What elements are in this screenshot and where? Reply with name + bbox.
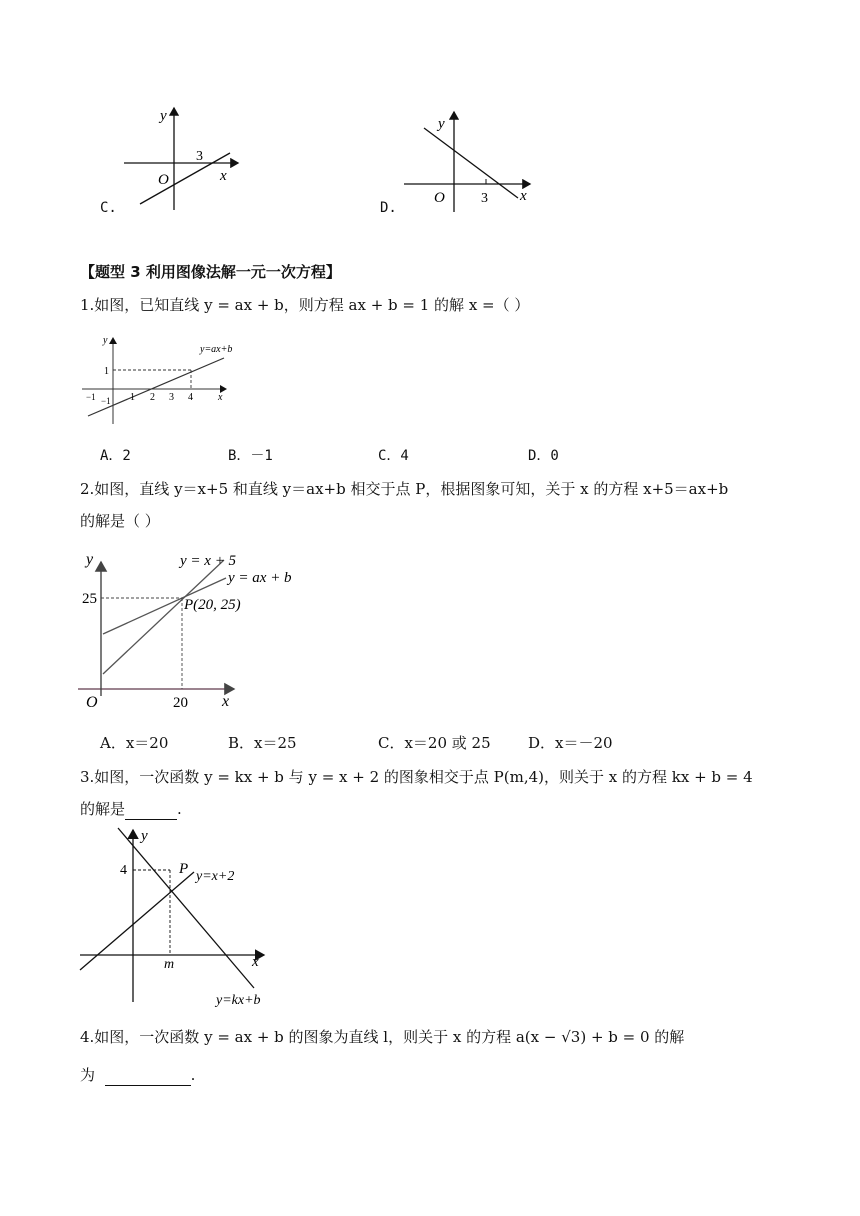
q1-graph	[78, 332, 258, 432]
tick-4: 4	[120, 863, 127, 878]
graph-option-d	[400, 108, 540, 218]
tick-x-3: 3	[169, 392, 174, 403]
q3-answer-blank[interactable]	[125, 803, 177, 820]
q2-option-c[interactable]: C．x＝20 或 25	[378, 734, 491, 752]
origin-label: O	[158, 172, 169, 188]
line-y-x-plus-5	[103, 560, 224, 674]
origin-label: O	[86, 694, 98, 711]
point-label-p: P(20, 25)	[184, 597, 241, 613]
line-y-kx-plus-b	[118, 828, 254, 988]
line-label-2: y=kx+b	[216, 993, 261, 1008]
q3-text-line2	[80, 798, 182, 820]
q4-text-line2	[80, 1064, 195, 1086]
graph-line	[424, 128, 518, 198]
option-d-label: D.	[380, 200, 397, 216]
axis-label-x: x	[252, 954, 259, 970]
option-c-label: C.	[100, 200, 117, 216]
tick-label: 3	[481, 191, 488, 206]
q2-option-b[interactable]: B．x＝25	[228, 734, 297, 752]
axis-label-x: x	[220, 168, 227, 184]
axis-label-x: x	[520, 188, 527, 204]
q1-option-c[interactable]: C．4	[378, 448, 409, 464]
axis-label-y: y	[86, 551, 94, 568]
line-label-2: y = ax + b	[228, 570, 292, 586]
tick-20: 20	[173, 695, 188, 711]
q2-option-a[interactable]: A．x＝20	[100, 734, 169, 752]
tick-x-2: 2	[150, 392, 155, 403]
q3-text-line1: 3.如图，一次函数 y = kx + b 与 y = x + 2 的图象相交于点 P(m,4)，则关于 x 的方程 kx + b = 4	[80, 768, 753, 786]
tick-label: 3	[196, 149, 203, 164]
axis-label-y: y	[141, 828, 148, 844]
tick-y-m1: −1	[101, 396, 111, 406]
tick-y-1: 1	[104, 366, 109, 377]
tick-25: 25	[82, 591, 97, 607]
q4-answer-prefix: 为	[80, 1066, 96, 1084]
q1-option-a[interactable]: A．2	[100, 448, 131, 464]
q4-answer-end: .	[190, 1066, 196, 1084]
tick-m: m	[164, 957, 175, 972]
point-label-p: P	[179, 861, 189, 877]
q1-text: 1.如图，已知直线 y = ax + b，则方程 ax + b = 1 的解 x =（ ）	[80, 296, 530, 314]
q2-text-line2: 的解是（ ）	[80, 512, 160, 530]
origin-label: O	[434, 190, 445, 206]
line-label-1: y=x+2	[196, 869, 235, 884]
axis-label-x: x	[218, 392, 223, 403]
q3-graph	[78, 826, 298, 1012]
q2-graph	[76, 548, 316, 716]
axis-label-y: y	[160, 108, 167, 124]
axis-label-x: x	[222, 693, 230, 710]
q2-text-line1: 2.如图，直线 y＝x+5 和直线 y＝ax+b 相交于点 P，根据图象可知，关于 x 的方程 x+5＝ax+b	[80, 480, 729, 498]
q4-text-line1: 4.如图，一次函数 y = ax + b 的图象为直线 l，则关于 x 的方程 a(x − √3) + b = 0 的解	[80, 1028, 685, 1046]
tick-x-m1: −1	[86, 392, 96, 402]
graph-line	[140, 153, 230, 204]
q3-answer-end: .	[177, 800, 182, 818]
graph-option-c	[110, 100, 250, 220]
q2-option-d[interactable]: D．x＝－20	[528, 734, 613, 752]
q1-option-b[interactable]: B．－1	[228, 448, 273, 464]
axis-label-y: y	[103, 335, 108, 346]
line-label-1: y = x + 5	[180, 553, 237, 569]
tick-x-4: 4	[188, 392, 193, 403]
axis-label-y: y	[438, 116, 445, 132]
tick-x-1: 1	[130, 392, 135, 403]
line-label: y=ax+b	[200, 344, 233, 355]
q4-answer-blank[interactable]	[105, 1069, 191, 1086]
q3-answer-prefix: 的解是	[80, 800, 126, 818]
section-title: 【题型 3 利用图像法解一元一次方程】	[80, 263, 341, 281]
q1-option-d[interactable]: D．0	[528, 448, 559, 464]
